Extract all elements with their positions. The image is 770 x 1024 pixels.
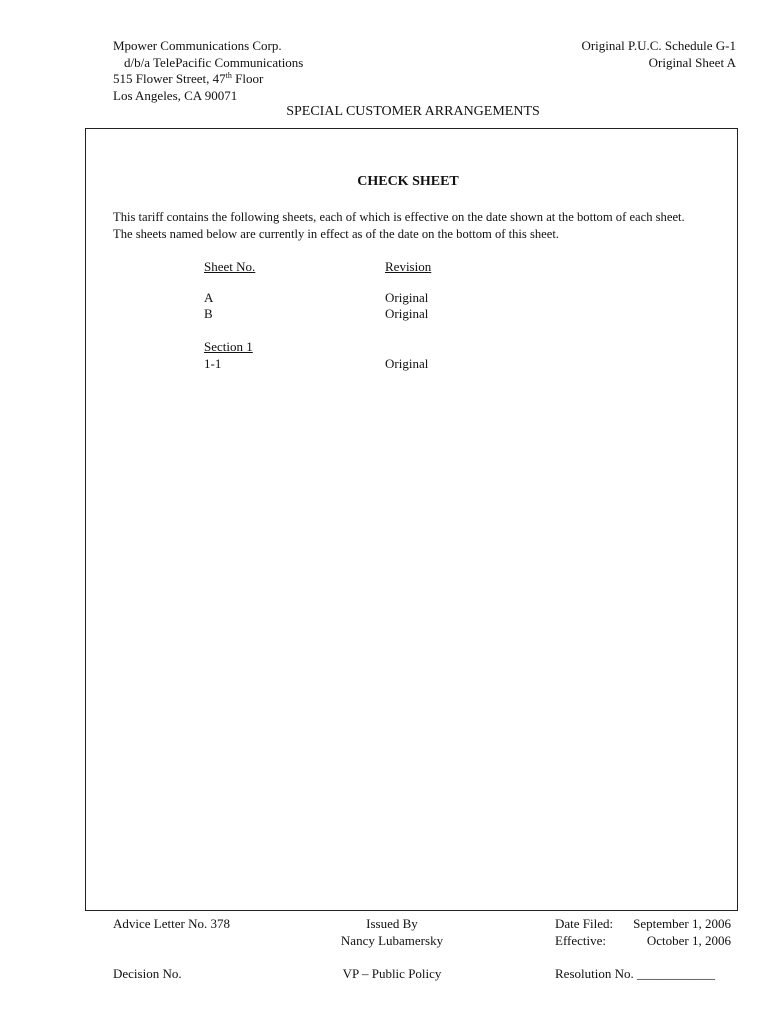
check-sheet-heading: CHECK SHEET <box>357 174 459 189</box>
company-address-block <box>113 38 303 104</box>
table-row-sheet: 1-1 <box>204 356 222 371</box>
issuer-name: Nancy Lubamersky <box>340 933 444 948</box>
content-frame <box>85 128 738 911</box>
table-row-revision: Original <box>385 306 429 321</box>
effective-date: October 1, 2006 <box>646 933 731 948</box>
issuer-title: VP – Public Policy <box>342 966 442 981</box>
table-row-revision: Original <box>385 290 429 305</box>
advice-letter: Advice Letter No. 378 <box>113 916 230 931</box>
check-sheet-intro: This tariff contains the following sheets, each of which is effective on the date shown at the bottom of each sheet. The sheets named below are currently in effect as of the date on the bottom of this sheet. <box>113 210 685 241</box>
company-name: Mpower Communications Corp. <box>113 38 282 53</box>
table-row-sheet: A <box>204 290 214 305</box>
table-row-revision: Original <box>385 356 429 371</box>
sheet-name: Original Sheet A <box>648 54 736 70</box>
company-city: Los Angeles, CA 90071 <box>113 87 238 103</box>
section-1-label: Section 1 <box>204 339 253 354</box>
date-filed: September 1, 2006 <box>633 916 731 931</box>
company-dba: d/b/a TelePacific Communications <box>124 54 304 70</box>
schedule-name: Original P.U.C. Schedule G-1 <box>581 38 736 53</box>
decision-no: Decision No. <box>113 966 182 981</box>
street-floor: Floor <box>231 71 264 86</box>
street-ordinal: th <box>225 71 232 80</box>
effective-label: Effective: <box>555 933 607 948</box>
street-text: 515 Flower Street, 47 <box>113 71 226 86</box>
column-header-revision: Revision <box>385 259 432 274</box>
section-title: SPECIAL CUSTOMER ARRANGEMENTS <box>286 104 540 119</box>
column-header-sheet-no: Sheet No. <box>204 259 256 274</box>
issued-by: Issued By <box>366 916 418 931</box>
company-street <box>113 71 303 88</box>
resolution-no: Resolution No. ____________ <box>555 966 715 981</box>
table-row-sheet: B <box>204 306 213 321</box>
schedule-block <box>581 38 736 71</box>
date-filed-label: Date Filed: <box>555 916 614 931</box>
